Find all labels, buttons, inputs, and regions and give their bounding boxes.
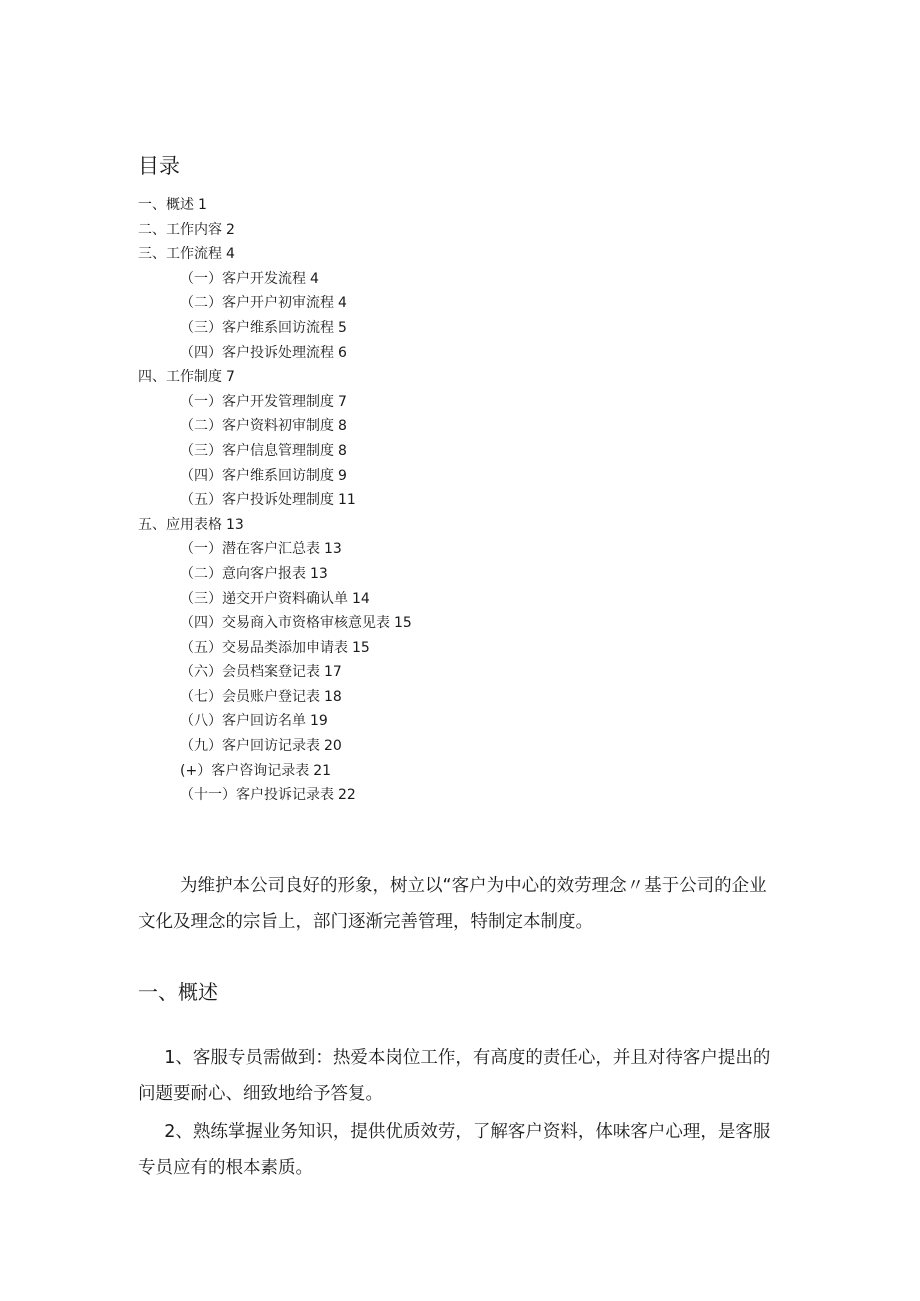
toc-entry-label: （一）客户开发流程 xyxy=(180,270,306,287)
toc-list xyxy=(138,193,412,808)
toc-entry[interactable] xyxy=(138,636,412,661)
toc-entry[interactable] xyxy=(138,365,412,390)
toc-entry[interactable] xyxy=(138,685,412,710)
toc-entry-page: 1 xyxy=(198,197,207,213)
toc-entry-page: 7 xyxy=(338,393,347,410)
toc-entry[interactable] xyxy=(138,242,412,267)
toc-entry-label: （四）交易商入市资格审核意见表 xyxy=(180,615,390,632)
toc-entry-page: 4 xyxy=(338,295,347,312)
toc-entry-label: （二）意向客户报表 xyxy=(180,565,306,582)
toc-entry[interactable] xyxy=(138,218,412,243)
toc-entry-label: （五）客户投诉处理制度 xyxy=(180,492,334,509)
toc-entry-page: 4 xyxy=(310,270,319,287)
toc-entry-page: 9 xyxy=(338,467,347,484)
toc-entry-label: 五、应用表格 xyxy=(138,516,222,533)
toc-entry[interactable] xyxy=(138,734,412,759)
toc-entry[interactable] xyxy=(138,562,412,587)
toc-entry[interactable] xyxy=(138,390,412,415)
toc-entry-label: （三）客户信息管理制度 xyxy=(180,442,334,459)
toc-entry-label: （八）客户回访名单 xyxy=(180,713,306,730)
toc-entry-label: 一、概述 xyxy=(138,197,194,213)
toc-entry-label: （一）潜在客户汇总表 xyxy=(180,541,320,558)
toc-entry-label: （九）客户回访记录表 xyxy=(180,738,320,755)
toc-entry-page: 15 xyxy=(352,639,370,656)
toc-entry[interactable] xyxy=(138,611,412,636)
toc-entry-page: 20 xyxy=(324,738,342,755)
toc-entry[interactable] xyxy=(138,341,412,366)
toc-entry-label: （一）客户开发管理制度 xyxy=(180,393,334,410)
toc-entry[interactable] xyxy=(138,193,412,218)
toc-entry-page: 19 xyxy=(310,713,328,730)
toc-entry[interactable] xyxy=(138,660,412,685)
toc-entry[interactable] xyxy=(138,587,412,612)
toc-entry[interactable] xyxy=(138,759,412,784)
toc-entry[interactable] xyxy=(138,537,412,562)
toc-entry-page: 13 xyxy=(324,541,342,558)
toc-entry-page: 8 xyxy=(338,418,347,435)
toc-entry-label: （四）客户投诉处理流程 xyxy=(180,344,334,361)
toc-entry[interactable] xyxy=(138,709,412,734)
toc-entry-page: 17 xyxy=(324,664,342,681)
toc-entry[interactable] xyxy=(138,513,412,538)
toc-entry-page: 15 xyxy=(394,615,412,632)
toc-entry[interactable] xyxy=(138,464,412,489)
toc-entry-page: 8 xyxy=(338,442,347,459)
toc-entry-label: （三）递交开户资料确认单 xyxy=(180,590,348,607)
toc-entry[interactable] xyxy=(138,488,412,513)
toc-entry-label: （二）客户开户初审流程 xyxy=(180,295,334,312)
toc-entry[interactable] xyxy=(138,783,412,808)
section-paragraph-2: 2、熟练掌握业务知识，提供优质效劳，了解客户资料，体味客户心理，是客服专员应有的根本素质。 xyxy=(138,1122,771,1178)
toc-entry[interactable] xyxy=(138,439,412,464)
toc-entry-page: 11 xyxy=(338,492,356,509)
toc-entry-page: 22 xyxy=(338,787,356,804)
toc-entry-label: （五）交易品类添加申请表 xyxy=(180,639,348,656)
toc-entry-page: 18 xyxy=(324,688,342,705)
toc-entry-page: 4 xyxy=(226,246,235,263)
toc-entry[interactable] xyxy=(138,267,412,292)
toc-entry-label: 四、工作制度 xyxy=(138,369,222,386)
toc-entry-page: 2 xyxy=(226,221,235,238)
toc-entry-label: （三）客户维系回访流程 xyxy=(180,319,334,336)
toc-entry-label: （四）客户维系回访制度 xyxy=(180,467,334,484)
toc-entry-label: 三、工作流程 xyxy=(138,246,222,263)
toc-entry-page: 21 xyxy=(313,762,332,779)
toc-entry-page: 7 xyxy=(226,369,235,386)
toc-entry-page: 13 xyxy=(310,565,328,582)
toc-entry[interactable] xyxy=(138,414,412,439)
toc-entry-label: 二、工作内容 xyxy=(138,221,222,238)
toc-entry-label: （六）会员档案登记表 xyxy=(180,664,320,681)
toc-entry-page: 13 xyxy=(226,516,244,533)
section-paragraph-1: 1、客服专员需做到：热爱本岗位工作，有高度的责任心，并且对待客户提出的问题要耐心、细致地给予答复。 xyxy=(138,1048,771,1104)
toc-entry[interactable] xyxy=(138,316,412,341)
toc-entry-label: （二）客户资料初审制度 xyxy=(180,418,334,435)
toc-entry-label: （十一）客户投诉记录表 xyxy=(180,787,334,804)
intro-paragraph: 为维护本公司良好的形象，树立以“客户为中心的效劳理念〃基于公司的企业文化及理念的宗旨上，部门逐渐完善管理，特制定本制度。 xyxy=(138,876,767,932)
toc-entry-label: （七）会员账户登记表 xyxy=(180,688,320,705)
toc-title: 目录 xyxy=(138,154,180,178)
toc-entry-page: 6 xyxy=(338,344,347,361)
toc-entry-label: (+）客户咨询记录表 xyxy=(180,762,310,779)
toc-entry-page: 5 xyxy=(338,319,347,336)
toc-entry-page: 14 xyxy=(352,590,370,607)
section-heading: 一、概述 xyxy=(138,980,218,1004)
toc-entry[interactable] xyxy=(138,291,412,316)
